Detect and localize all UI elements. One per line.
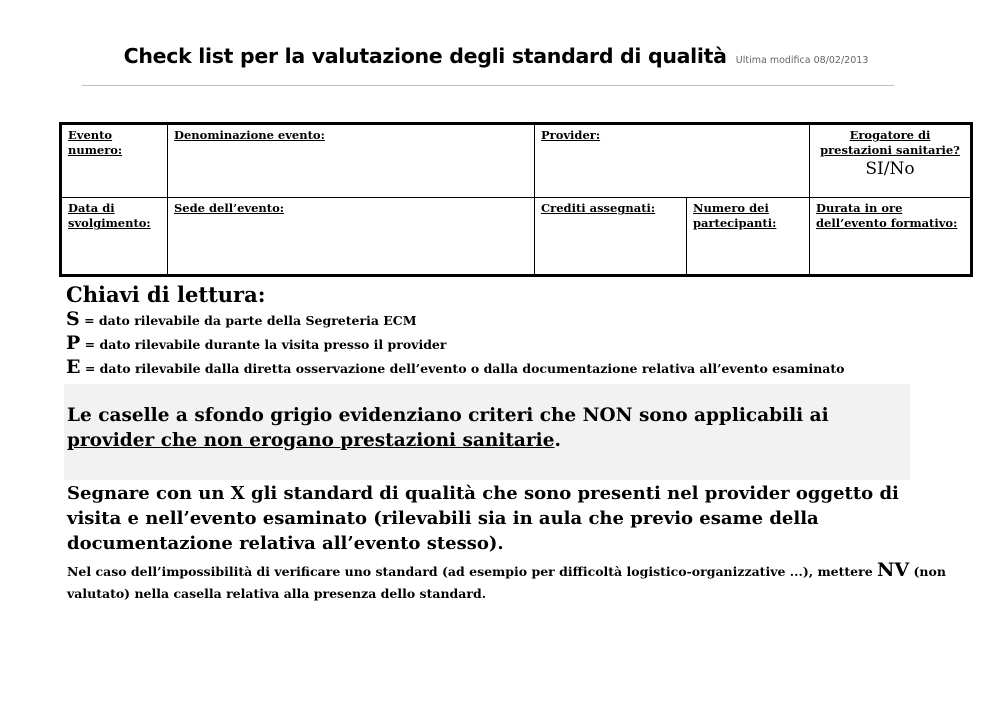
grey-notice-end: . [554,430,561,451]
last-modified-date: Ultima modifica 08/02/2013 [735,55,869,66]
note-nv: NV [877,559,910,581]
key-text: = dato rilevabile durante la visita presso il provider [84,337,447,352]
venue-cell[interactable] [168,198,535,276]
participants-label: Numero dei partecipanti: [693,201,777,231]
credits-cell[interactable] [535,198,687,276]
table-row [61,198,972,276]
health-services-label: Erogatore di prestazioni sanitarie? [820,128,960,157]
instructions-note [67,559,947,605]
event-name-cell[interactable] [168,124,535,198]
table-row [61,124,972,198]
key-text: = dato rilevabile da parte della Segreteria ECM [84,313,417,328]
header-divider [82,85,894,86]
key-letter: S [66,308,80,330]
note-text-before: Nel caso dell’impossibilità di verificare uno standard (ad esempio per difficoltà logistico-organizzative ...), mettere [67,564,878,579]
grey-notice-text: Le caselle a sfondo grigio evidenziano criteri che NON sono applicabili ai [67,405,829,426]
reading-keys [66,282,946,380]
key-item-s [66,308,946,332]
credits-label: Crediti assegnati: [541,201,656,216]
page-header [0,44,992,68]
event-name-label: Denominazione evento: [174,128,325,142]
key-item-e [66,356,946,380]
event-number-label: Evento numero: [68,128,123,157]
key-text: = dato rilevabile dalla diretta osservazione dell’evento o dalla documentazione relativa all’evento esaminato [84,361,845,376]
key-item-p [66,332,946,356]
provider-label: Provider: [541,128,601,142]
grey-notice-underlined: provider che non erogano prestazioni sanitarie [67,430,555,451]
participants-cell[interactable] [687,198,810,276]
provider-cell[interactable] [535,124,810,198]
instructions-main: Segnare con un X gli standard di qualità che sono presenti nel provider oggetto di visita e nell’evento esaminato (rilevabili sia in aula che previo esame della documentazione relativa all’evento stesso). [67,483,899,554]
key-letter: E [66,356,81,378]
venue-label: Sede dell’evento: [174,201,284,216]
key-letter: P [66,332,81,354]
health-services-cell[interactable] [810,124,972,198]
note-text-after: (non valutato) nella casella relativa alla presenza dello standard. [67,564,946,601]
page-title: Check list per la valutazione degli standard di qualità [123,44,727,68]
reading-keys-heading: Chiavi di lettura: [66,282,266,307]
date-cell[interactable] [61,198,168,276]
duration-label: Durata in ore dell’evento formativo: [816,201,958,231]
event-info-table [59,122,973,277]
event-number-cell[interactable] [61,124,168,198]
grey-notice [67,403,917,453]
duration-cell[interactable] [810,198,972,276]
date-label: Data di svolgimento: [68,201,151,231]
si-no-option[interactable]: SI/No [865,159,915,179]
